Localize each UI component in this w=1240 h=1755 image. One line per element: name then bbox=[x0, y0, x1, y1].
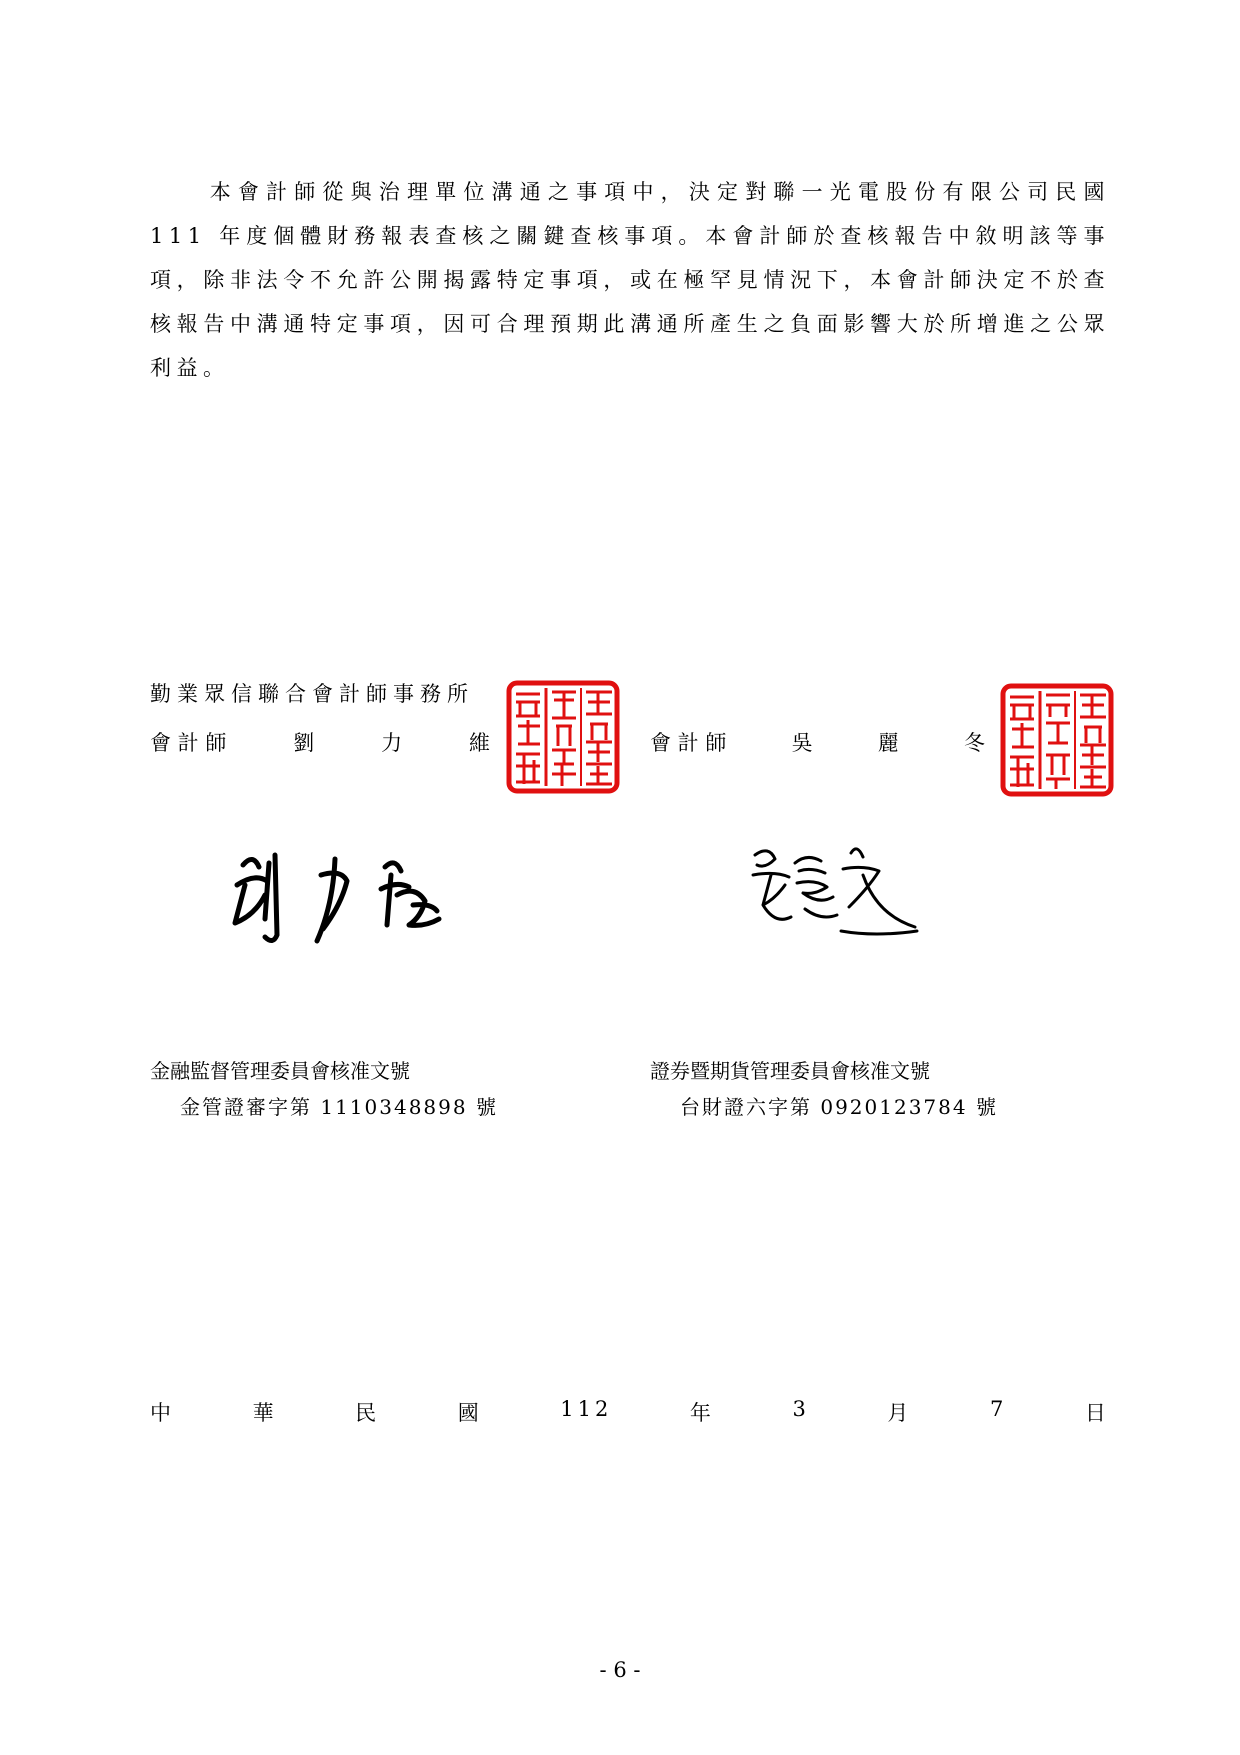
date-part: 月 bbox=[887, 1401, 913, 1425]
cpa-right-title: 會 計 師 bbox=[650, 731, 727, 755]
date-line bbox=[150, 1397, 1110, 1427]
date-year: 112 bbox=[560, 1397, 613, 1421]
seal-stamp-left bbox=[506, 680, 620, 794]
cpa-right-name-2: 麗 bbox=[877, 731, 899, 755]
cpa-right-line bbox=[650, 727, 985, 757]
date-month: 3 bbox=[792, 1397, 810, 1421]
cpa-left-name-3: 維 bbox=[468, 731, 490, 755]
page-number: - 6 - bbox=[599, 1658, 641, 1682]
cpa-right-name-1: 吳 bbox=[791, 731, 813, 755]
cpa-left-name-1: 劉 bbox=[293, 731, 315, 755]
paragraph-text: 本會計師從與治理單位溝通之事項中，決定對聯一光電股份有限公司民國 111 年度個體財務報表查核之關鍵查核事項。本會計師於查核報告中敘明該等事項，除非法令不允許公開揭露特定事項，或在極罕見情況下，本會計師決定不於查核報告中溝通特定事項，因可合理預期此溝通所產生之負面影響大於所增進之公眾利益。 bbox=[150, 180, 1110, 380]
cpa-right-name-3: 冬 bbox=[963, 731, 985, 755]
date-part: 民 bbox=[355, 1401, 381, 1425]
approval-right-title: 證券暨期貨管理委員會核准文號 bbox=[650, 1059, 930, 1083]
cpa-left-title: 會 計 師 bbox=[150, 731, 227, 755]
approval-left bbox=[150, 1053, 498, 1125]
approval-right bbox=[650, 1053, 998, 1125]
date-part: 日 bbox=[1084, 1401, 1110, 1425]
handwritten-signature-left bbox=[225, 845, 465, 955]
date-part: 年 bbox=[689, 1401, 715, 1425]
body-paragraph bbox=[150, 170, 1110, 390]
date-part: 中 bbox=[150, 1401, 175, 1425]
cpa-left-line bbox=[150, 727, 490, 757]
approval-left-number: 金管證審字第 1110348898 號 bbox=[180, 1095, 498, 1119]
approval-right-number: 台財證六字第 0920123784 號 bbox=[680, 1095, 998, 1119]
firm-name: 勤業眾信聯合會計師事務所 bbox=[150, 682, 474, 706]
cpa-left-name-2: 力 bbox=[381, 731, 403, 755]
approval-left-title: 金融監督管理委員會核准文號 bbox=[150, 1059, 410, 1083]
handwritten-signature-right bbox=[745, 835, 925, 965]
date-day: 7 bbox=[989, 1397, 1008, 1421]
date-part: 國 bbox=[457, 1401, 483, 1425]
seal-stamp-right bbox=[1000, 683, 1114, 797]
date-part: 華 bbox=[252, 1401, 278, 1425]
